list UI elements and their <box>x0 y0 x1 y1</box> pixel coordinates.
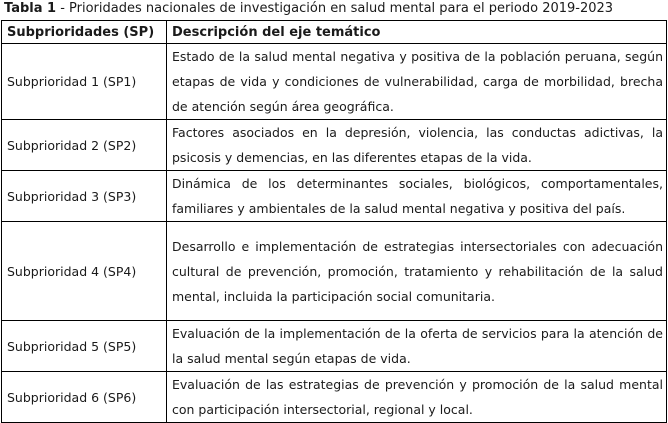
header-description: Descripción del eje temático <box>167 21 667 44</box>
table-row <box>2 222 667 321</box>
description-cell: Estado de la salud mental negativa y positiva de la población peruana, según etapas de vida y condiciones de vulnerabilidad, carga de morbilidad, brecha de atención según área geográfica. <box>167 44 667 120</box>
table-row <box>2 171 667 222</box>
description-cell: Evaluación de la implementación de la oferta de servicios para la atención de la salud mental según etapas de vida. <box>167 321 667 372</box>
description-cell: Desarrollo e implementación de estrategias intersectoriales con adecuación cultural de prevención, promoción, tratamiento y rehabilitación de la salud mental, incluida la participación social comunitaria. <box>167 222 667 321</box>
description-cell: Evaluación de las estrategias de prevención y promoción de la salud mental con participación intersectorial, regional y local. <box>167 372 667 423</box>
subpriority-cell: Subprioridad 1 (SP1) <box>2 44 167 120</box>
priorities-table <box>1 20 667 423</box>
table-row <box>2 372 667 423</box>
header-subpriorities: Subprioridades (SP) <box>2 21 167 44</box>
table-header-row <box>2 21 667 44</box>
subpriority-cell: Subprioridad 2 (SP2) <box>2 120 167 171</box>
table-row <box>2 120 667 171</box>
table-caption-text: - Prioridades nacionales de investigación en salud mental para el periodo 2019-2023 <box>56 1 614 16</box>
table-caption-label: Tabla 1 <box>4 1 57 16</box>
subpriority-cell: Subprioridad 5 (SP5) <box>2 321 167 372</box>
subpriority-cell: Subprioridad 3 (SP3) <box>2 171 167 222</box>
table-row <box>2 44 667 120</box>
description-cell: Dinámica de los determinantes sociales, biológicos, comportamentales, familiares y ambientales de la salud mental negativa y positiva del país. <box>167 171 667 222</box>
description-cell: Factores asociados en la depresión, violencia, las conductas adictivas, la psicosis y demencias, en las diferentes etapas de la vida. <box>167 120 667 171</box>
subpriority-cell: Subprioridad 4 (SP4) <box>2 222 167 321</box>
table-caption <box>4 0 613 18</box>
subpriority-cell: Subprioridad 6 (SP6) <box>2 372 167 423</box>
table-row <box>2 321 667 372</box>
